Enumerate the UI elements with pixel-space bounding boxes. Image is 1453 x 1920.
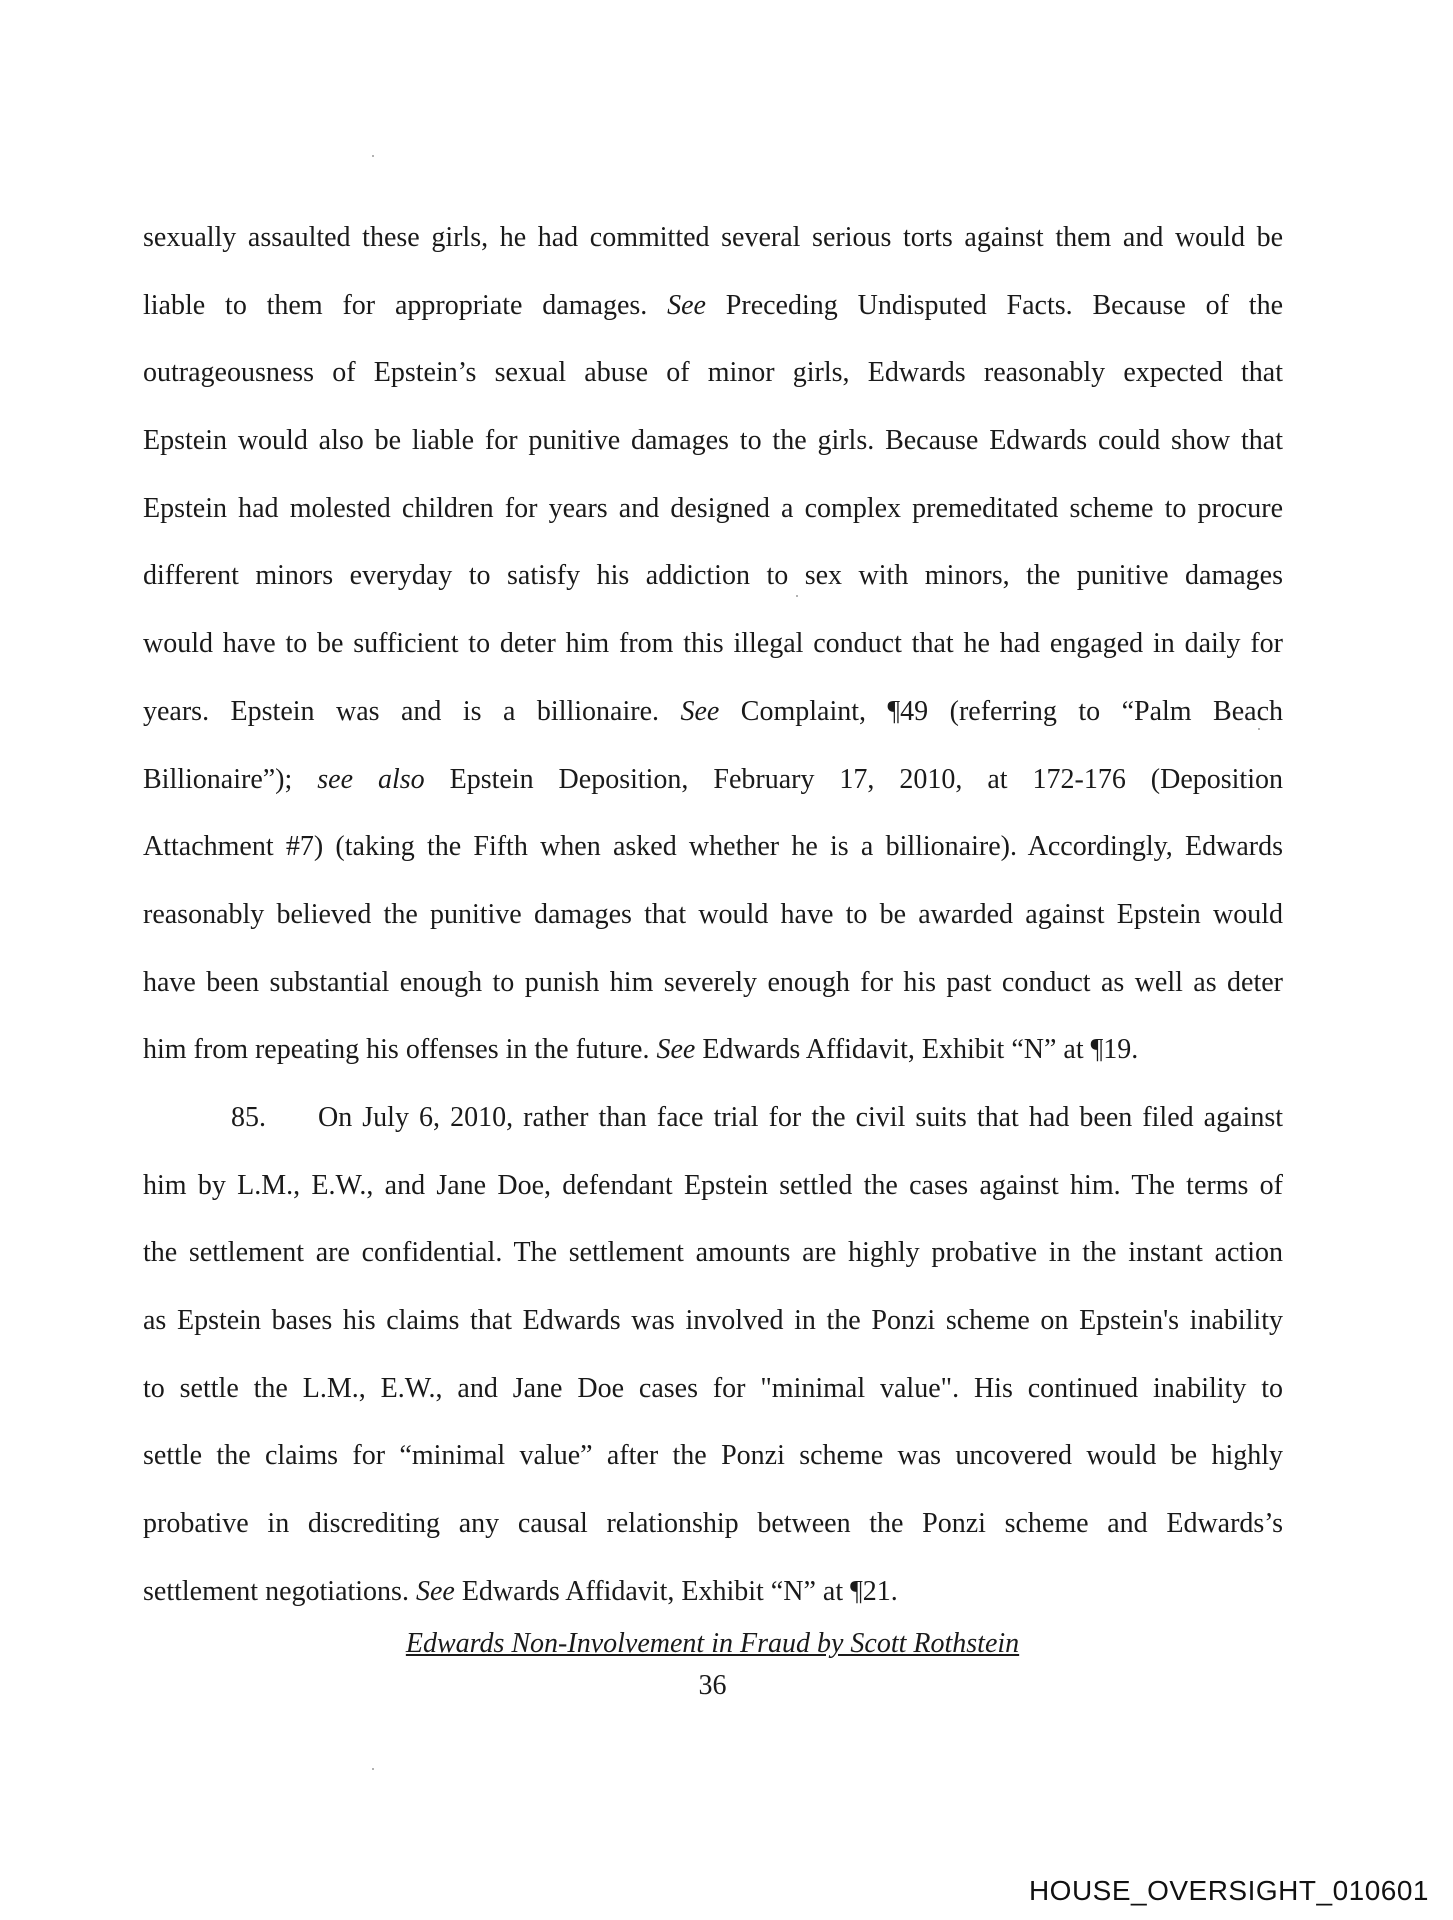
text-line <box>143 1422 1283 1490</box>
text-run: settlement negotiations. <box>143 1575 416 1607</box>
text-run: Epstein had molested children for years and designed a complex premeditated scheme to procure <box>143 492 1283 524</box>
text-line <box>143 813 1283 881</box>
text-run: reasonably believed the punitive damages that would have to be awarded against Epstein would <box>143 898 1283 930</box>
italic-signal: See <box>415 1575 455 1607</box>
text-line <box>143 339 1283 407</box>
text-run: Preceding Undisputed Facts. Because of the <box>705 289 1283 321</box>
text-run: On July 6, 2010, rather than face trial for the civil suits that had been filed against <box>318 1101 1283 1133</box>
text-line <box>143 1219 1283 1287</box>
text-run: him by L.M., E.W., and Jane Doe, defendant Epstein settled the cases against him. The terms of <box>143 1169 1283 1201</box>
text-run: Edwards Affidavit, Exhibit “N” at ¶21. <box>454 1575 898 1607</box>
text-line <box>143 949 1283 1017</box>
italic-signal: See <box>680 695 720 727</box>
text-line <box>143 407 1283 475</box>
italic-signal: See <box>667 289 706 321</box>
text-line <box>143 746 1283 814</box>
text-run: the settlement are confidential. The settlement amounts are highly probative in the instant action <box>143 1237 1283 1269</box>
text-run: as Epstein bases his claims that Edwards was involved in the Ponzi scheme on Epstein's inability <box>143 1305 1283 1336</box>
text-line <box>143 1490 1283 1558</box>
scan-speck <box>372 155 374 157</box>
text-run: outrageousness of Epstein’s sexual abuse of minor girls, Edwards reasonably expected that <box>143 357 1283 389</box>
text-run: sexually assaulted these girls, he had committed several serious torts against them and would be <box>143 222 1283 253</box>
page-number: 36 <box>698 1670 727 1701</box>
text-line <box>143 1355 1283 1423</box>
text-line <box>143 542 1283 610</box>
text-run: Billionaire”); <box>143 763 318 795</box>
text-run: him from repeating his offenses in the future. <box>143 1034 657 1066</box>
text-line <box>143 1084 1283 1152</box>
text-run: have been substantial enough to punish him severely enough for his past conduct as well as deter <box>143 966 1283 998</box>
text-line <box>143 1287 1283 1355</box>
text-line <box>143 272 1283 340</box>
paragraph-continued <box>143 204 1283 1084</box>
text-run: Epstein would also be liable for punitive damages to the girls. Because Edwards could show that <box>143 425 1283 457</box>
section-heading: Edwards Non-Involvement in Fraud by Scott Rothstein <box>405 1628 1020 1659</box>
text-line <box>143 1558 1283 1626</box>
text-line <box>143 678 1283 746</box>
text-run: liable to them for appropriate damages. <box>143 289 668 321</box>
text-run: different minors everyday to satisfy his addiction to sex with minors, the punitive damages <box>143 560 1283 592</box>
italic-signal: see also <box>317 763 425 795</box>
text-run: Edwards Affidavit, Exhibit “N” at ¶19. <box>695 1034 1139 1066</box>
text-line <box>143 610 1283 678</box>
text-line <box>143 1152 1283 1220</box>
text-run: years. Epstein was and is a billionaire. <box>143 695 681 727</box>
body-text <box>143 204 1283 1625</box>
text-run: Complaint, ¶49 (referring to “Palm Beach <box>719 695 1284 727</box>
text-run: probative in discrediting any causal relationship between the Ponzi scheme and Edwards’s <box>143 1508 1283 1540</box>
scan-speck <box>372 1768 374 1770</box>
text-line <box>143 475 1283 543</box>
text-line <box>143 204 1283 272</box>
text-run: settle the claims for “minimal value” after the Ponzi scheme was uncovered would be highly <box>143 1440 1283 1472</box>
text-run: would have to be sufficient to deter him from this illegal conduct that he had engaged in daily for <box>143 628 1283 660</box>
text-run: Epstein Deposition, February 17, 2010, at 172-176 (Deposition <box>424 763 1283 795</box>
scan-speck <box>796 595 798 597</box>
text-line <box>143 881 1283 949</box>
paragraph-85 <box>143 1084 1283 1626</box>
paragraph-number: 85. <box>231 1101 266 1133</box>
italic-signal: See <box>656 1034 696 1066</box>
scan-speck <box>1258 728 1260 730</box>
bates-number: HOUSE_OVERSIGHT_010601 <box>1028 1875 1429 1906</box>
text-run: Attachment #7) (taking the Fifth when asked whether he is a billionaire). Accordingly, Edwards <box>143 831 1283 863</box>
text-line <box>143 1016 1283 1084</box>
text-run: to settle the L.M., E.W., and Jane Doe cases for "minimal value". His continued inability to <box>143 1372 1283 1404</box>
